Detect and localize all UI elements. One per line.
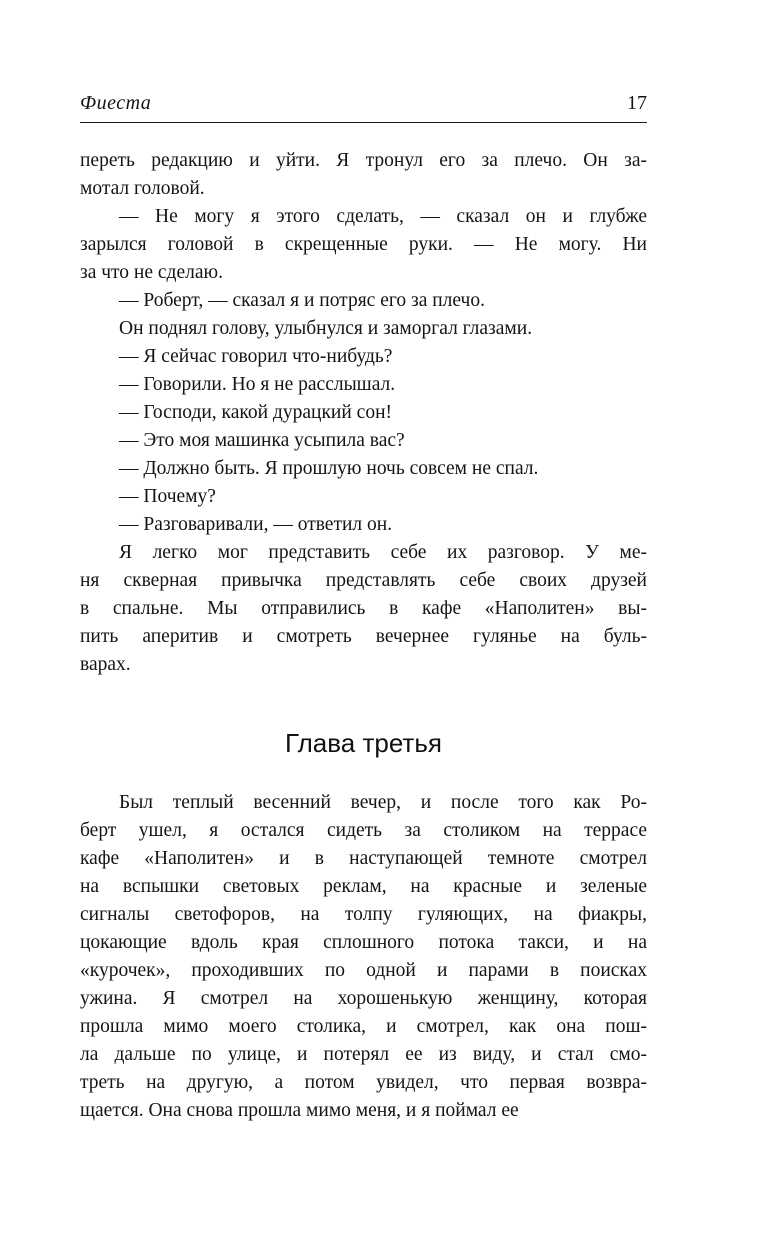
paragraph xyxy=(80,343,647,371)
text-line: цокающие вдоль края сплошного потока такси, и на xyxy=(80,932,647,953)
paragraph xyxy=(80,483,647,511)
text-line: — Должно быть. Я прошлую ночь совсем не спал. xyxy=(119,458,539,479)
paragraph xyxy=(80,427,647,455)
text-line: в спальне. Мы отправились в кафе «Наполитен» вы- xyxy=(80,598,647,619)
chapter-heading: Глава третья xyxy=(285,728,442,758)
page-number: 17 xyxy=(627,92,647,114)
text-line: — Не могу я этого сделать, — сказал он и глубже xyxy=(119,206,647,227)
text-line: ня скверная привычка представлять себе своих друзей xyxy=(80,570,647,591)
running-header xyxy=(80,92,647,123)
text-line: Я легко мог представить себе их разговор. У ме- xyxy=(119,542,647,563)
text-line: пить аперитив и смотреть вечернее гулянье на буль- xyxy=(80,626,647,647)
text-line: — Господи, какой дурацкий сон! xyxy=(119,402,392,423)
paragraph xyxy=(80,287,647,315)
text-line: треть на другую, а потом увидел, что первая возвра- xyxy=(80,1072,647,1093)
text-line: ужина. Я смотрел на хорошенькую женщину, которая xyxy=(80,988,647,1009)
text-line: — Это моя машинка усыпила вас? xyxy=(119,430,405,451)
text-line: переть редакцию и уйти. Я тронул его за плечо. Он за- xyxy=(80,150,647,171)
text-line: щается. Она снова прошла мимо меня, и я поймал ее xyxy=(80,1100,519,1121)
text-line: варах. xyxy=(80,654,131,675)
text-line: сигналы светофоров, на толпу гуляющих, на фиакры, xyxy=(80,904,647,925)
text-line: зарылся головой в скрещенные руки. — Не могу. Ни xyxy=(80,234,647,255)
paragraph xyxy=(80,147,647,203)
paragraph xyxy=(80,789,647,1125)
text-line: мотал головой. xyxy=(80,178,205,199)
text-line: Был теплый весенний вечер, и после того как Ро- xyxy=(119,792,647,813)
text-line: — Разговаривали, — ответил он. xyxy=(119,514,393,535)
text-line: ла дальше по улице, и потерял ее из виду, и стал смо- xyxy=(80,1044,647,1065)
book-title: Фиеста xyxy=(80,92,152,114)
text-line: «курочек», проходивших по одной и парами в поисках xyxy=(80,960,647,981)
paragraph xyxy=(80,539,647,679)
text-line: кафе «Наполитен» и в наступающей темноте смотрел xyxy=(80,848,647,869)
text-line: берт ушел, я остался сидеть за столиком на террасе xyxy=(80,820,647,841)
paragraph xyxy=(80,455,647,483)
paragraph xyxy=(80,371,647,399)
text-line: за что не сделаю. xyxy=(80,262,223,283)
text-line: — Почему? xyxy=(119,486,216,507)
text-line: Он поднял голову, улыбнулся и заморгал глазами. xyxy=(119,318,533,339)
text-line: — Говорили. Но я не расслышал. xyxy=(119,374,396,395)
text-line: — Я сейчас говорил что-нибудь? xyxy=(119,346,393,367)
paragraph xyxy=(80,203,647,287)
paragraph xyxy=(80,399,647,427)
text-line: на вспышки световых реклам, на красные и зеленые xyxy=(80,876,647,897)
text-line: прошла мимо моего столика, и смотрел, как она пош- xyxy=(80,1016,647,1037)
paragraph xyxy=(80,315,647,343)
page-text-body xyxy=(80,147,647,1125)
text-line: — Роберт, — сказал я и потряс его за плечо. xyxy=(119,290,485,311)
paragraph xyxy=(80,511,647,539)
